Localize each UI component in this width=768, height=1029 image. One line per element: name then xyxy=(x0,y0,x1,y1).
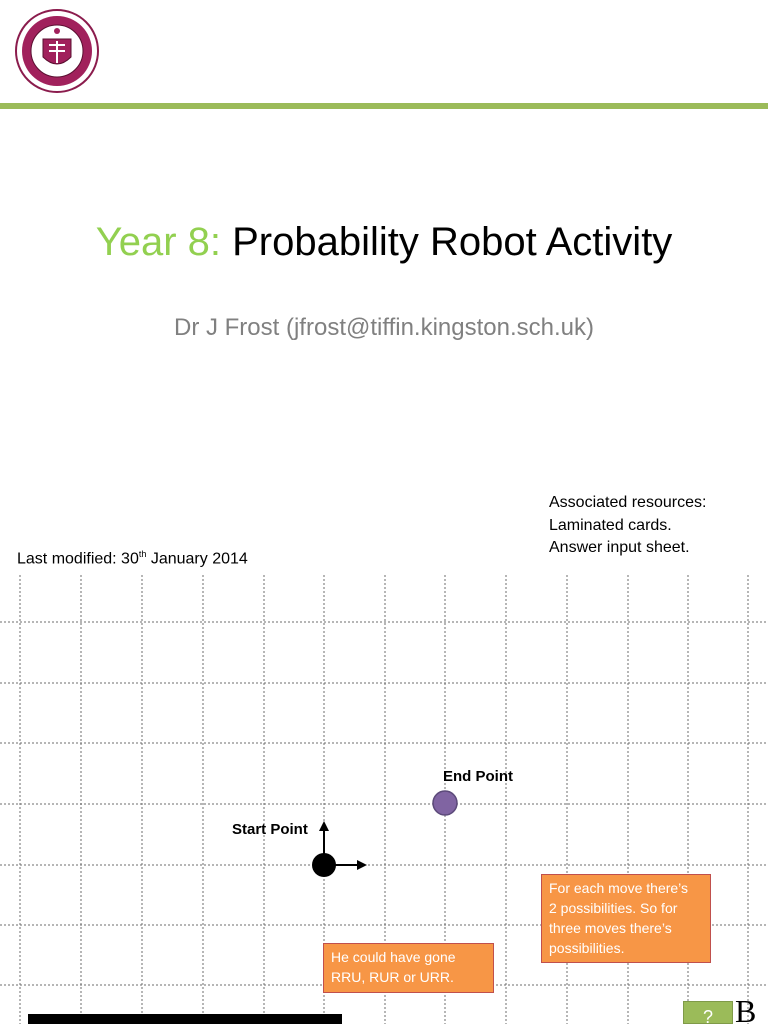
resource-item: Laminated cards. xyxy=(549,516,672,534)
resources-heading: Associated resources: xyxy=(549,494,707,511)
associated-resources xyxy=(549,492,706,560)
start-point-dot xyxy=(312,853,336,877)
end-point-dot xyxy=(433,791,457,815)
title-main: Probability Robot Activity xyxy=(232,220,673,264)
reveal-button[interactable]: ? xyxy=(683,1001,733,1024)
page-title xyxy=(0,220,768,265)
start-point-label: Start Point xyxy=(232,821,308,838)
possibilities-note: For each move there’s 2 possibilities. So for three moves there’s possibilities. xyxy=(541,874,711,963)
routes-note: He could have gone RRU, RUR or URR. xyxy=(323,943,494,993)
resource-item: Answer input sheet. xyxy=(549,539,690,556)
corner-letter: B xyxy=(735,993,757,1029)
school-crest-logo xyxy=(15,9,99,93)
title-year: Year 8: xyxy=(95,220,221,264)
bottom-black-bar xyxy=(28,1014,342,1024)
author-line: Dr J Frost (jfrost@tiffin.kingston.sch.uk) xyxy=(173,314,595,341)
header-rule xyxy=(0,103,768,109)
last-modified: Last modified: 30th January 2014 xyxy=(17,549,248,568)
end-point-label: End Point xyxy=(443,768,513,785)
